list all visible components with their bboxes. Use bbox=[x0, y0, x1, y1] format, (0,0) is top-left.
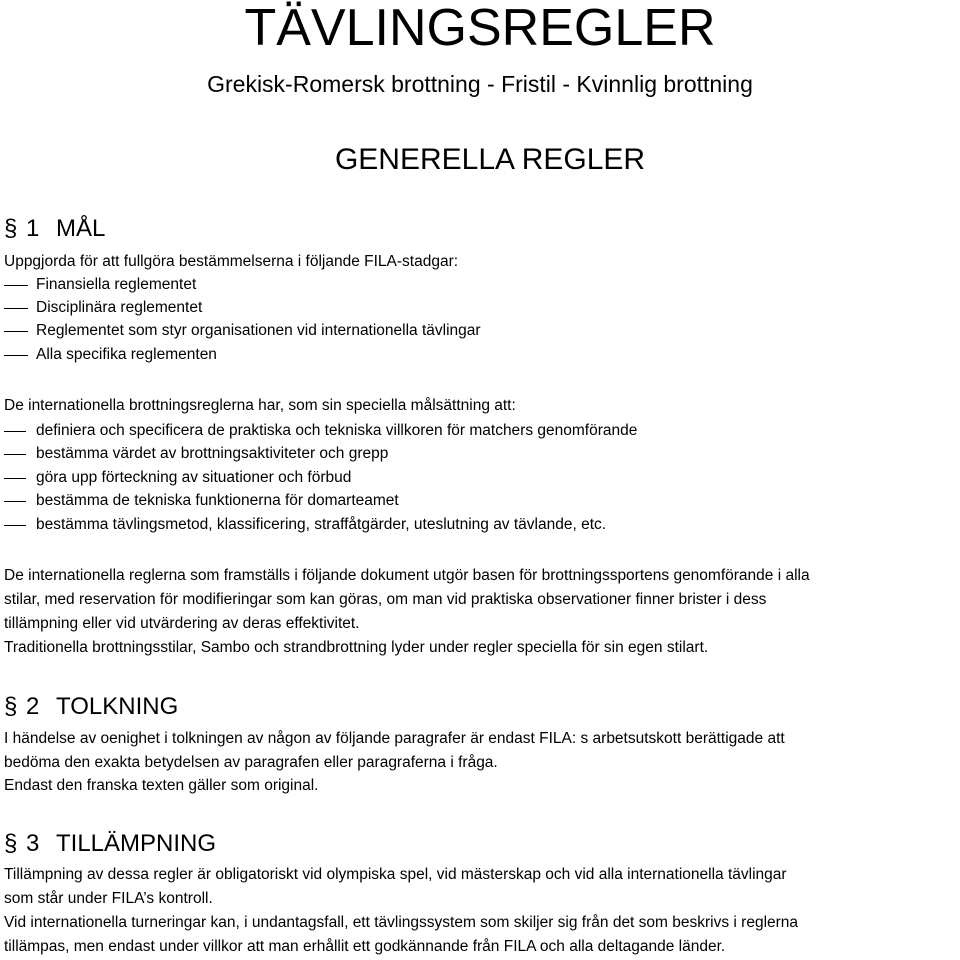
list-item-text: bestämma tävlingsmetod, klassificering, straffåtgärder, uteslutning av tävlande, etc. bbox=[36, 516, 607, 533]
dash-bullet bbox=[4, 355, 28, 356]
list-item bbox=[4, 467, 804, 489]
list-item-text: bestämma de tekniska funktionerna för domarteamet bbox=[36, 492, 399, 509]
list-item bbox=[4, 320, 604, 342]
list-item bbox=[4, 490, 804, 512]
dash-bullet bbox=[4, 331, 28, 332]
list-item-text: Alla specifika reglementen bbox=[36, 346, 217, 363]
document-title: TÄVLINGSREGLER bbox=[244, 0, 716, 57]
list-item bbox=[4, 420, 804, 442]
section-title: TOLKNING bbox=[56, 693, 179, 720]
list-item-text: bestämma värdet av brottningsaktiviteter och grepp bbox=[36, 445, 389, 462]
dash-bullet bbox=[4, 454, 26, 455]
list-item bbox=[4, 274, 604, 296]
list-item-text: göra upp förteckning av situationer och förbud bbox=[36, 469, 352, 486]
section-number: 1 bbox=[26, 215, 40, 242]
list-item bbox=[4, 514, 804, 536]
dash-bullet bbox=[4, 308, 28, 309]
list-item bbox=[4, 443, 804, 465]
section-symbol: § bbox=[4, 693, 18, 720]
section-title: MÅL bbox=[56, 215, 106, 242]
paragraph-line: bedöma den exakta betydelsen av paragrafen eller paragraferna i fråga. bbox=[4, 754, 498, 771]
section-title: TILLÄMPNING bbox=[56, 830, 217, 857]
paragraph-line: stilar, med reservation för modifieringar som kan göras, om man vid praktiska observationer finner brister i dess bbox=[4, 591, 767, 608]
section-number: 2 bbox=[26, 693, 40, 720]
dash-bullet bbox=[4, 525, 26, 526]
section-symbol: § bbox=[4, 215, 18, 242]
section-2-heading bbox=[4, 692, 178, 722]
dash-bullet bbox=[4, 501, 26, 502]
dash-bullet bbox=[4, 285, 28, 286]
list-item bbox=[4, 297, 604, 319]
section-number: 3 bbox=[26, 830, 40, 857]
dash-bullet bbox=[4, 431, 26, 432]
dash-bullet bbox=[4, 478, 26, 479]
paragraph-line: De internationella reglerna som framställs i följande dokument utgör basen för brottningssportens genomförande i alla bbox=[4, 567, 810, 584]
paragraph-line: Vid internationella turneringar kan, i undantagsfall, ett tävlingssystem som skiljer sig från det som beskrivs i reglerna bbox=[4, 914, 799, 931]
list-item-text: Reglementet som styr organisationen vid internationella tävlingar bbox=[36, 322, 481, 339]
paragraph-line: Traditionella brottningsstilar, Sambo och strandbrottning lyder under regler speciella för sin egen stilart. bbox=[4, 639, 709, 656]
list-item-text: Finansiella reglementet bbox=[36, 276, 197, 293]
paragraph-line: I händelse av oenighet i tolkningen av någon av följande paragrafer är endast FILA: s arbetsutskott berättigade att bbox=[4, 730, 785, 747]
paragraph-line: som står under FILA’s kontroll. bbox=[4, 890, 213, 907]
section-3-heading bbox=[4, 829, 216, 859]
section-1-heading bbox=[4, 214, 105, 244]
paragraph-line: Endast den franska texten gäller som original. bbox=[4, 777, 319, 794]
list-item-text: definiera och specificera de praktiska och tekniska villkoren för matchers genomförande bbox=[36, 422, 638, 439]
paragraph-line: tillämpas, men endast under villkor att man erhållit ett godkännande från FILA och alla deltagande länder. bbox=[4, 938, 726, 955]
list-item bbox=[4, 344, 604, 366]
section-1-intro: Uppgjorda för att fullgöra bestämmelserna i följande FILA-stadgar: bbox=[4, 253, 459, 270]
paragraph-line: Tillämpning av dessa regler är obligatoriskt vid olympiska spel, vid mästerskap och vid alla internationella tävlingar bbox=[4, 866, 787, 883]
section-symbol: § bbox=[4, 830, 18, 857]
document-subtitle: Grekisk-Romersk brottning - Fristil - Kvinnlig brottning bbox=[207, 71, 753, 97]
list-item-text: Disciplinära reglementet bbox=[36, 299, 203, 316]
general-rules-heading: GENERELLA REGLER bbox=[334, 143, 646, 176]
section-1-intro-2: De internationella brottningsreglerna har, som sin speciella målsättning att: bbox=[4, 397, 516, 414]
paragraph-line: tillämpning eller vid utvärdering av deras effektivitet. bbox=[4, 615, 360, 632]
